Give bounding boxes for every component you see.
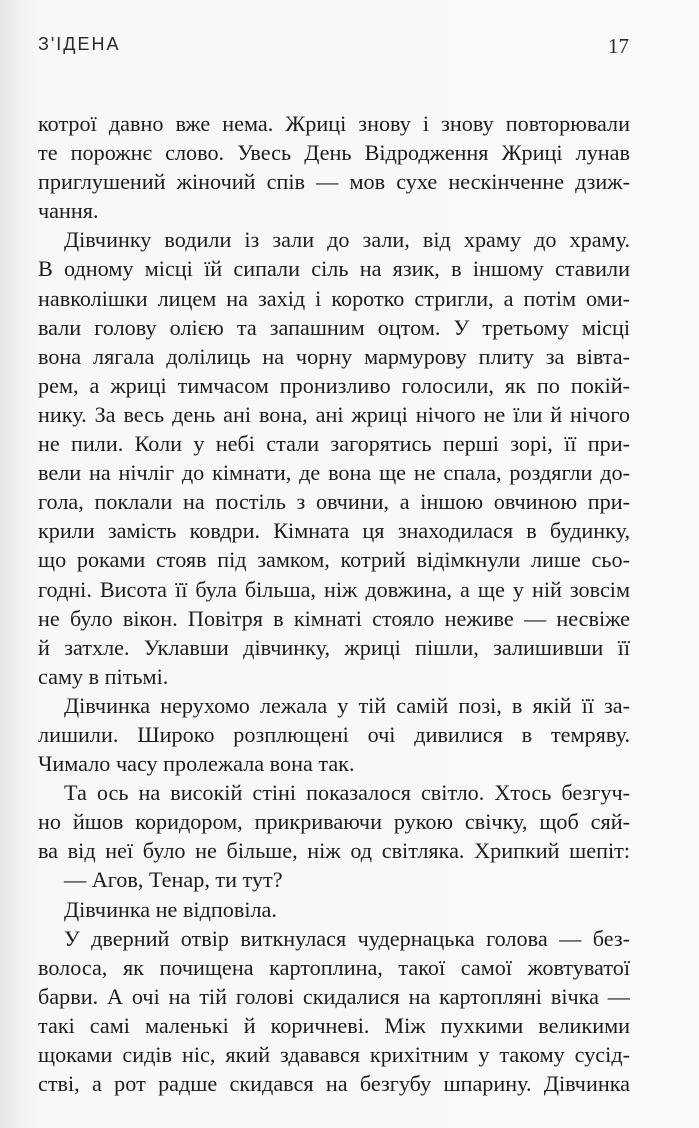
running-title: З'ІДЕНА [38,34,121,54]
text-line: В одному місці їй сипали сіль на язик, в іншому ставили [38,256,630,282]
text-line: не було вікон. Повітря в кімнаті стояло неживе — несвіже [38,605,630,631]
text-line: щоками сидів ніс, який здавався крихітним у такому сусід- [38,1042,630,1067]
text-line: — Агов, Тенар, ти тут? [64,867,283,893]
text-line: й затхле. Уклавши дівчинку, жриці пішли, залишивши її [38,634,630,660]
text-line: Та ось на високій стіні показалося світло. Хтось безгуч- [64,780,630,806]
page-number: 17 [608,34,629,58]
text-line: саму в пітьмі. [38,663,169,689]
text-line: крили замість ковдри. Кімната ця знаходилася в будинку, [38,518,630,544]
text-line: барви. А очі на тій голові скидалися на картопляні вічка — [38,983,630,1009]
text-line: чання. [38,198,99,224]
running-header [38,34,629,60]
text-line: що роками стояв під замком, котрий відімкнули лише сьо- [38,547,630,573]
text-line: ва від неї було не більше, ніж од світляка. Хрипкий шепіт: [38,838,630,864]
text-line: те порожнє слово. Увесь День Відродження Жриці лунав [38,140,630,166]
text-line: вали голову олією та запашним оцтом. У третьому місці [38,314,630,340]
text-line: Чимало часу пролежала вона так. [38,751,355,777]
text-line: рем, а жриці тимчасом пронизливо голосили, як по покій- [38,372,630,398]
text-line: такі самі маленькі й коричневі. Між пухкими великими [38,1012,630,1038]
text-line: вели на нічліг до кімнати, де вона ще не спала, роздягли до- [38,460,630,486]
text-line: годні. Висота її була більша, ніж довжина, а ще у ній зовсім [38,576,630,602]
text-line: не пили. Коли у небі стали загорятись перші зорі, її при- [38,431,630,457]
text-line: приглушений жіночий спів — мов сухе нескінченне дзиж- [38,169,630,195]
text-line: но йшов коридором, прикриваючи рукою свічку, щоб сяй- [38,809,630,835]
text-line: котрої давно вже нема. Жриці знову і знову повторювали [38,111,630,136]
text-line: нику. За весь день ані вона, ані жриці нічого не їли й нічого [38,401,630,427]
text-line: навколішки лицем на захід і коротко стригли, а потім оми- [38,285,630,311]
text-line: вона лягала долілиць на чорну мармурову плиту за вівта- [38,343,630,369]
text-line: стві, а рот радше скидався на безгубу шпарину. Дівчинка [38,1071,630,1097]
text-line: У дверний отвір виткнулася чудернацька голова — без- [64,925,630,951]
body-text [38,109,630,1098]
text-line: Дівчинка не відповіла. [64,896,277,922]
text-line: волоса, як почищена картоплина, такої самої жовтуватої [38,954,630,980]
text-line: Дівчинка нерухомо лежала у тій самій позі, в якій її за- [64,692,630,718]
text-line: гола, поклали на постіль з овчини, а іншою овчиною при- [38,489,630,515]
text-line: лишили. Широко розплющені очі дивилися в темряву. [38,721,630,747]
text-line: Дівчинку водили із зали до зали, від храму до храму. [64,227,630,253]
